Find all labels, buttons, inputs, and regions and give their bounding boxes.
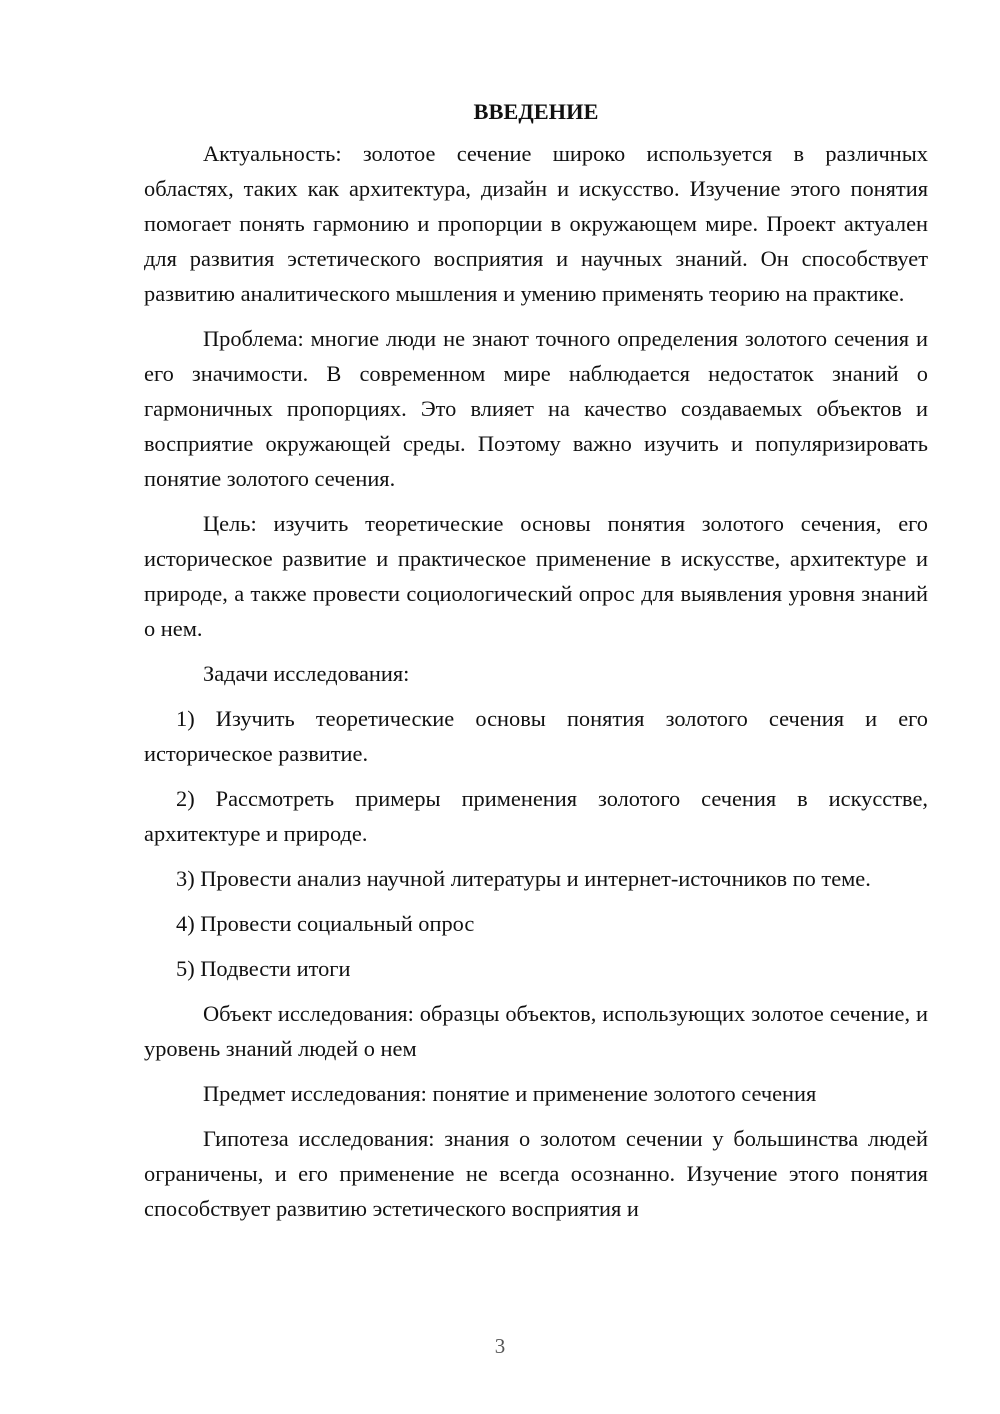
task-item-5: 5) Подвести итоги	[176, 956, 351, 981]
tasks-heading: Задачи исследования:	[203, 661, 410, 686]
task-item-3: 3) Провести анализ научной литературы и интернет-источников по теме.	[176, 866, 871, 891]
page-number: 3	[494, 1334, 506, 1358]
goal-paragraph: Цель: изучить теоретические основы понятия золотого сечения, его историческое развитие и практическое применение в искусстве, архитектуре и природе, а также провести социологический опрос для выявления уровня знаний о нем.	[144, 511, 928, 641]
research-object-paragraph: Объект исследования: образцы объектов, использующих золотое сечение, и уровень знаний людей о нем	[144, 1001, 928, 1061]
task-item-4: 4) Провести социальный опрос	[176, 911, 475, 936]
page-content	[144, 94, 928, 1226]
relevance-paragraph: Актуальность: золотое сечение широко используется в различных областях, таких как архитектура, дизайн и искусство. Изучение этого понятия помогает понять гармонию и пропорции в окружающем мире. Проект актуален для развития эстетического восприятия и научных знаний. Он способствует развитию аналитического мышления и умению применять теорию на практике.	[144, 141, 928, 306]
task-item-1: 1) Изучить теоретические основы понятия золотого сечения и его историческое развитие.	[144, 706, 928, 766]
section-title: ВВЕДЕНИЕ	[473, 99, 599, 124]
hypothesis-paragraph: Гипотеза исследования: знания о золотом сечении у большинства людей ограничены, и его применение не всегда осознанно. Изучение этого понятия способствует развитию эстетического восприятия и	[144, 1126, 928, 1221]
problem-paragraph: Проблема: многие люди не знают точного определения золотого сечения и его значимости. В современном мире наблюдается недостаток знаний о гармоничных пропорциях. Это влияет на качество создаваемых объектов и восприятие окружающей среды. Поэтому важно изучить и популяризировать понятие золотого сечения.	[144, 326, 928, 491]
research-subject-paragraph: Предмет исследования: понятие и применение золотого сечения	[203, 1081, 817, 1106]
task-item-2: 2) Рассмотреть примеры применения золотого сечения в искусстве, архитектуре и природе.	[144, 786, 928, 846]
